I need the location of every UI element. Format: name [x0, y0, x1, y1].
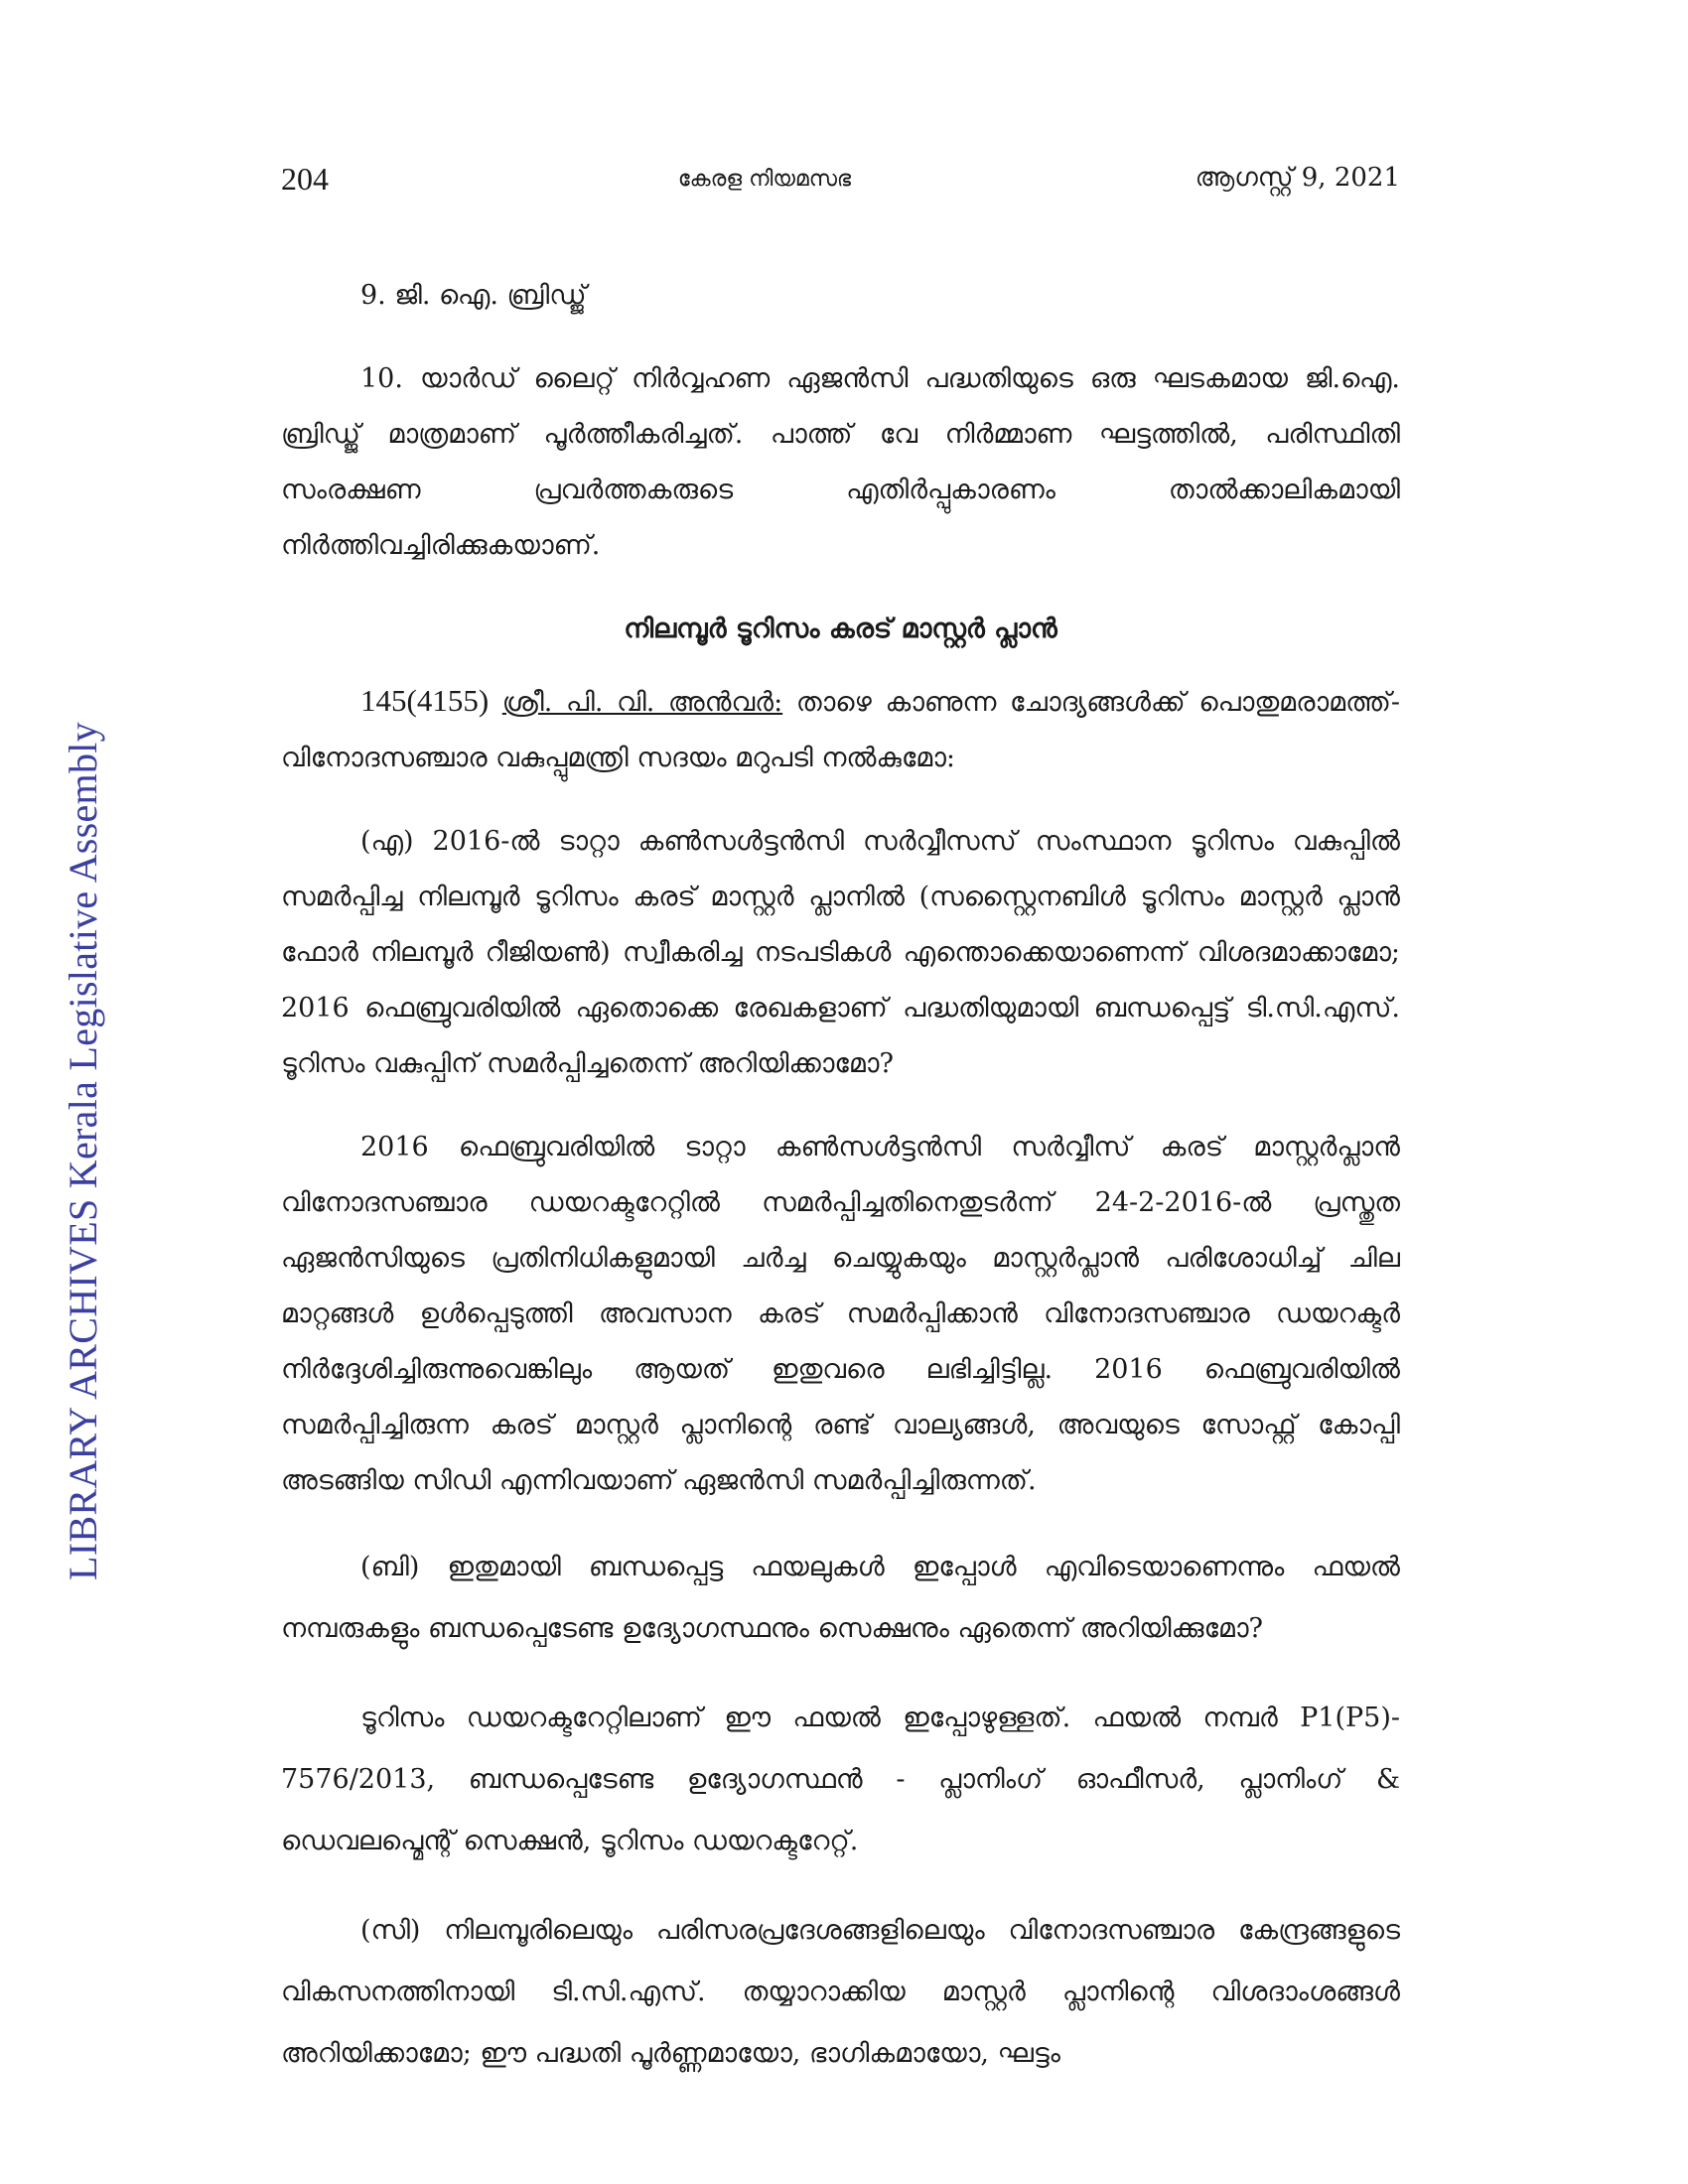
page-body	[281, 268, 1400, 2113]
page-number: 204	[281, 161, 329, 197]
answer-a: 2016 ഫെബ്രുവരിയിൽ ടാറ്റാ കൺസൾട്ടൻസി സർവ്വീസ് കരട് മാസ്റ്റർപ്ലാൻ വിനോദസഞ്ചാര ഡയറക്ടറേറ്റിൽ സമർപ്പിച്ചതിനെതുടർന്ന് 24-2-2016-ൽ പ്രസ്തുത ഏജൻസിയുടെ പ്രതിനിധികളുമായി ചർച്ച ചെയ്യുകയും മാസ്റ്റർപ്ലാൻ പരിശോധിച്ച് ചില മാറ്റങ്ങൾ ഉൾപ്പെടുത്തി അവസാന കരട് സമർപ്പിക്കാൻ വിനോദസഞ്ചാര ഡയറക്ടർ നിർദ്ദേശിച്ചിരുന്നുവെങ്കിലും ആയത് ഇതുവരെ ലഭിച്ചിട്ടില്ല. 2016 ഫെബ്രുവരിയിൽ സമർപ്പിച്ചിരുന്ന കരട് മാസ്റ്റർ പ്ലാനിന്റെ രണ്ട് വാല്യങ്ങൾ, അവയുടെ സോഫ്റ്റ് കോപ്പി അടങ്ങിയ സിഡി എന്നിവയാണ് ഏജൻസി സമർപ്പിച്ചിരുന്നത്.	[281, 1132, 1400, 1496]
member-name: ശ്രീ. പി. വി. അൻവർ:	[501, 687, 783, 718]
page-header	[0, 161, 1688, 201]
running-header: കേരള നിയമസഭ	[677, 167, 852, 192]
question-a: (എ) 2016-ൽ ടാറ്റാ കൺസൾട്ടൻസി സർവ്വീസസ് സംസ്ഥാന ടൂറിസം വകുപ്പിൽ സമർപ്പിച്ച നിലമ്പൂർ ടൂറിസം കരട് മാസ്റ്റർ പ്ലാനിൽ (സസ്റ്റൈനബിൾ ടൂറിസം മാസ്റ്റർ പ്ലാൻ ഫോർ നിലമ്പൂർ റീജിയൺ) സ്വീകരിച്ച നടപടികൾ എന്തൊക്കെയാണെന്ന് വിശദമാക്കാമോ; 2016 ഫെബ്രുവരിയിൽ ഏതൊക്കെ രേഖകളാണ് പദ്ധതിയുമായി ബന്ധപ്പെട്ട് ടി.സി.എസ്. ടൂറിസം വകുപ്പിന് സമർപ്പിച്ചതെന്ന് അറിയിക്കാമോ?	[281, 826, 1400, 1079]
answer-item-10: 10. യാർഡ് ലൈറ്റ് നിർവ്വഹണ ഏജൻസി പദ്ധതിയുടെ ഒരു ഘടകമായ ജി.ഐ. ബ്രിഡ്ജ് മാത്രമാണ് പൂർത്തീകരിച്ചത്. പാത്ത് വേ നിർമ്മാണ ഘട്ടത്തിൽ, പരിസ്ഥിതി സംരക്ഷണ പ്രവർത്തകരുടെ എതിർപ്പുകാരണം താൽക്കാലികമായി നിർത്തിവച്ചിരിക്കുകയാണ്.	[281, 363, 1400, 561]
answer-b: ടൂറിസം ഡയറക്ടറേറ്റിലാണ് ഈ ഫയൽ ഇപ്പോഴുള്ളത്. ഫയൽ നമ്പർ P1(P5)- 7576/2013, ബന്ധപ്പെടേണ്ട ഉദ്യോഗസ്ഥൻ - പ്ലാനിംഗ് ഓഫീസർ, പ്ലാനിംഗ് & ഡെവലപ്മെന്റ് സെക്ഷൻ, ടൂറിസം ഡയറക്ടറേറ്റ്.	[281, 1703, 1400, 1856]
question-intro: താഴെ കാണുന്ന ചോദ്യങ്ങൾക്ക് പൊതുമരാമത്ത്-വിനോദസഞ്ചാര വകുപ്പുമന്ത്രി സദയം മറുപടി നൽകുമോ:	[281, 687, 1400, 773]
question-header	[281, 673, 1400, 786]
question-c: (സി) നിലമ്പൂരിലെയും പരിസരപ്രദേശങ്ങളിലെയും വിനോദസഞ്ചാര കേന്ദ്രങ്ങളുടെ വികസനത്തിനായി ടി.സി.എസ്. തയ്യാറാക്കിയ മാസ്റ്റർ പ്ലാനിന്റെ വിശദാംശങ്ങൾ അറിയിക്കാമോ; ഈ പദ്ധതി പൂർണ്ണമായോ, ഭാഗികമായോ, ഘട്ടം	[281, 1915, 1400, 2069]
question-number: 145(4155)	[360, 683, 490, 718]
header-date: ആഗസ്റ്റ് 9, 2021	[1195, 163, 1400, 193]
watermark: LIBRARY ARCHIVES Kerala Legislative Assembly	[61, 722, 105, 1580]
section-heading: നിലമ്പൂർ ടൂറിസം കരട് മാസ്റ്റർ പ്ലാൻ	[624, 614, 1057, 644]
answer-item-9: 9. ജി. ഐ. ബ്രിഡ്ജ്	[360, 280, 587, 311]
question-b: (ബി) ഇതുമായി ബന്ധപ്പെട്ട ഫയലുകൾ ഇപ്പോൾ എവിടെയാണെന്നും ഫയൽ നമ്പരുകളും ബന്ധപ്പെടേണ്ട ഉദ്യോഗസ്ഥനും സെക്ഷനും ഏതെന്ന് അറിയിക്കുമോ?	[281, 1552, 1400, 1644]
